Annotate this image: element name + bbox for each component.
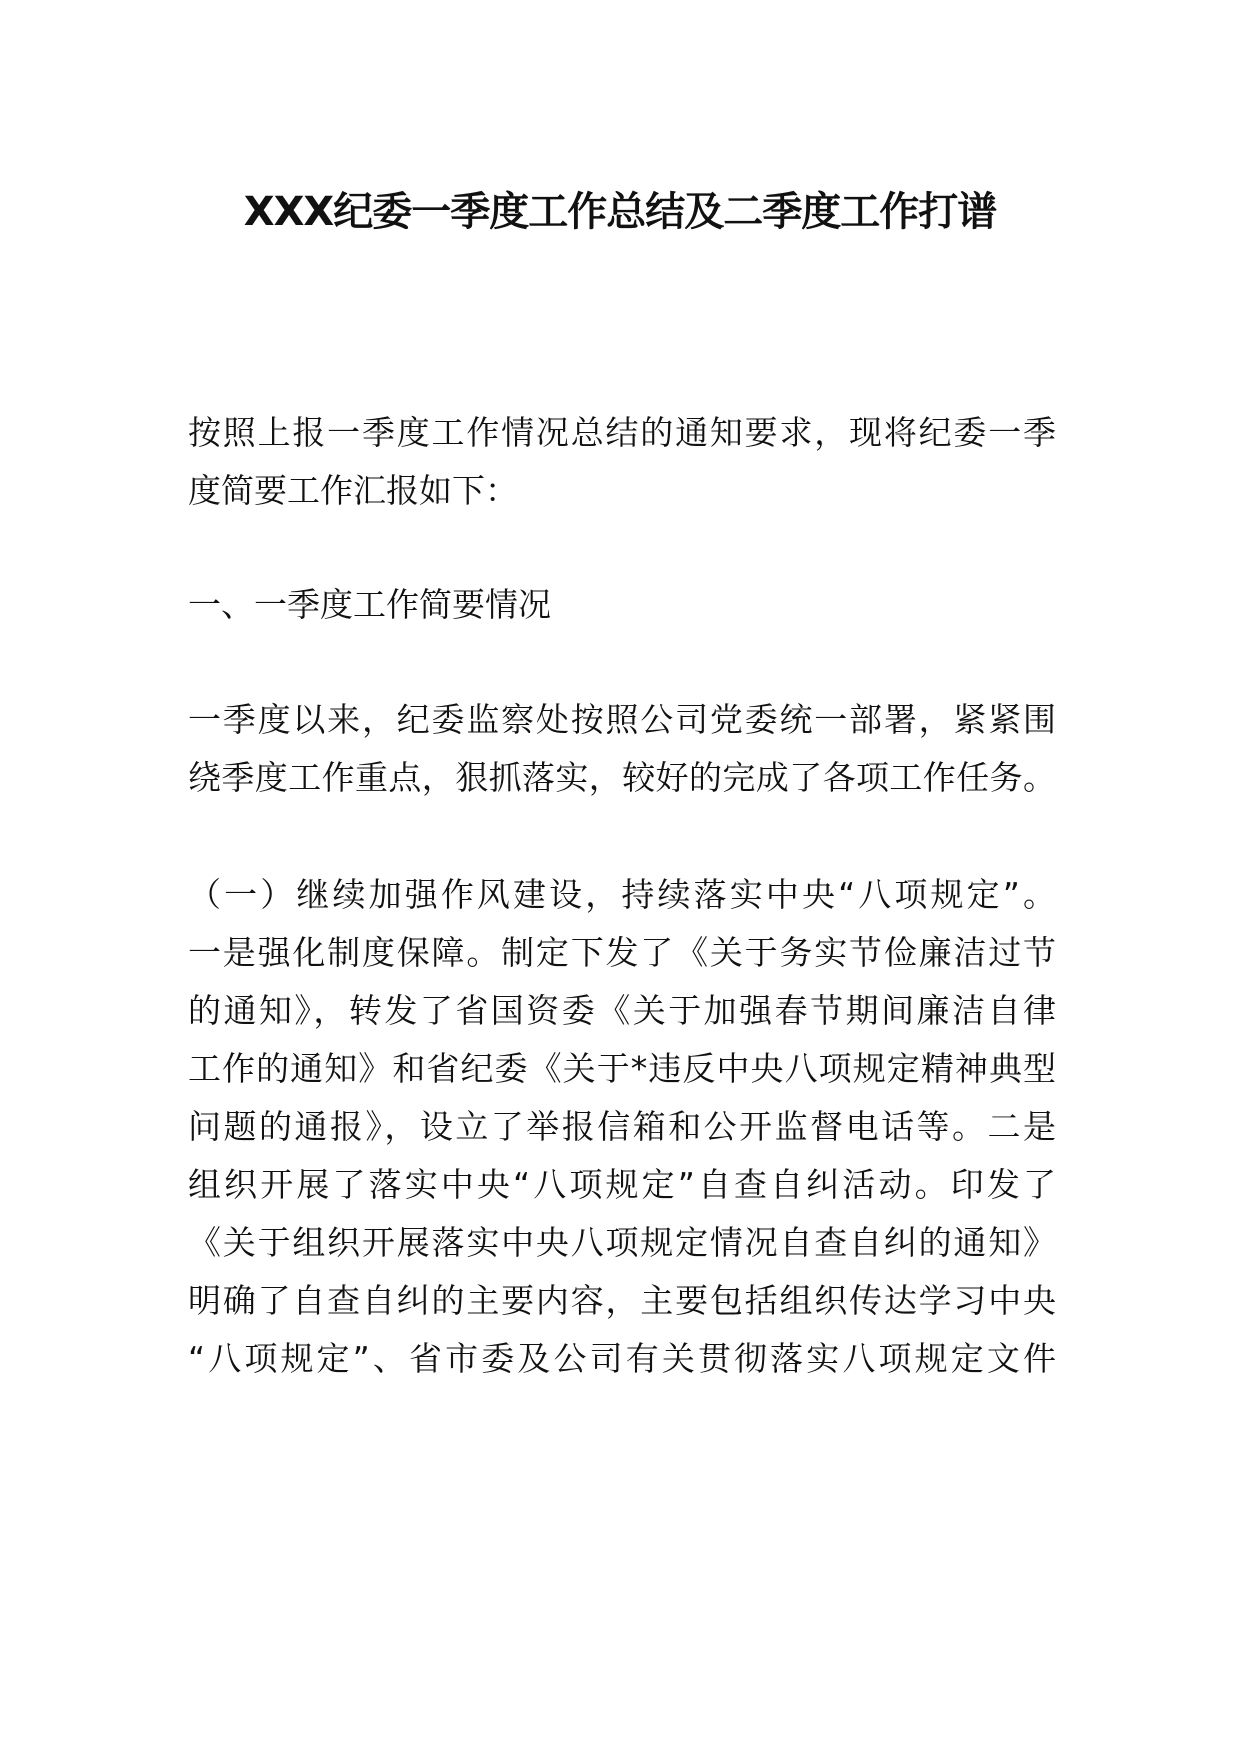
text-line: 问题的通报》，设立了举报信箱和公开监督电话等。二是 [188, 1107, 1056, 1146]
document-title: XXX纪委一季度工作总结及二季度工作打谱 [243, 189, 997, 235]
text-line: 组织开展了落实中央“八项规定”自查自纠活动。印发了 [188, 1165, 1056, 1204]
text-line: 明确了自查自纠的主要内容，主要包括组织传达学习中央 [188, 1281, 1056, 1320]
text-line: 按照上报一季度工作情况总结的通知要求，现将纪委一季 [188, 413, 1056, 452]
text-line: 的通知》，转发了省国资委《关于加强春节期间廉洁自律 [188, 991, 1056, 1030]
text-line: 绕季度工作重点，狠抓落实，较好的完成了各项工作任务。 [188, 758, 1056, 797]
text-line: 一季度以来，纪委监察处按照公司党委统一部署，紧紧围 [188, 700, 1056, 739]
text-line: （一）继续加强作风建设，持续落实中央“八项规定”。 [188, 875, 1056, 914]
text-line: 一、一季度工作简要情况 [188, 585, 551, 624]
text-line: “八项规定”、省市委及公司有关贯彻落实八项规定文件 [188, 1339, 1056, 1378]
text-line: 工作的通知》和省纪委《关于*违反中央八项规定精神典型 [188, 1049, 1056, 1088]
text-line: 《关于组织开展落实中央八项规定情况自查自纠的通知》 [188, 1223, 1056, 1262]
text-line: 度简要工作汇报如下： [188, 471, 518, 510]
text-line: 一是强化制度保障。制定下发了《关于务实节俭廉洁过节 [188, 933, 1056, 972]
